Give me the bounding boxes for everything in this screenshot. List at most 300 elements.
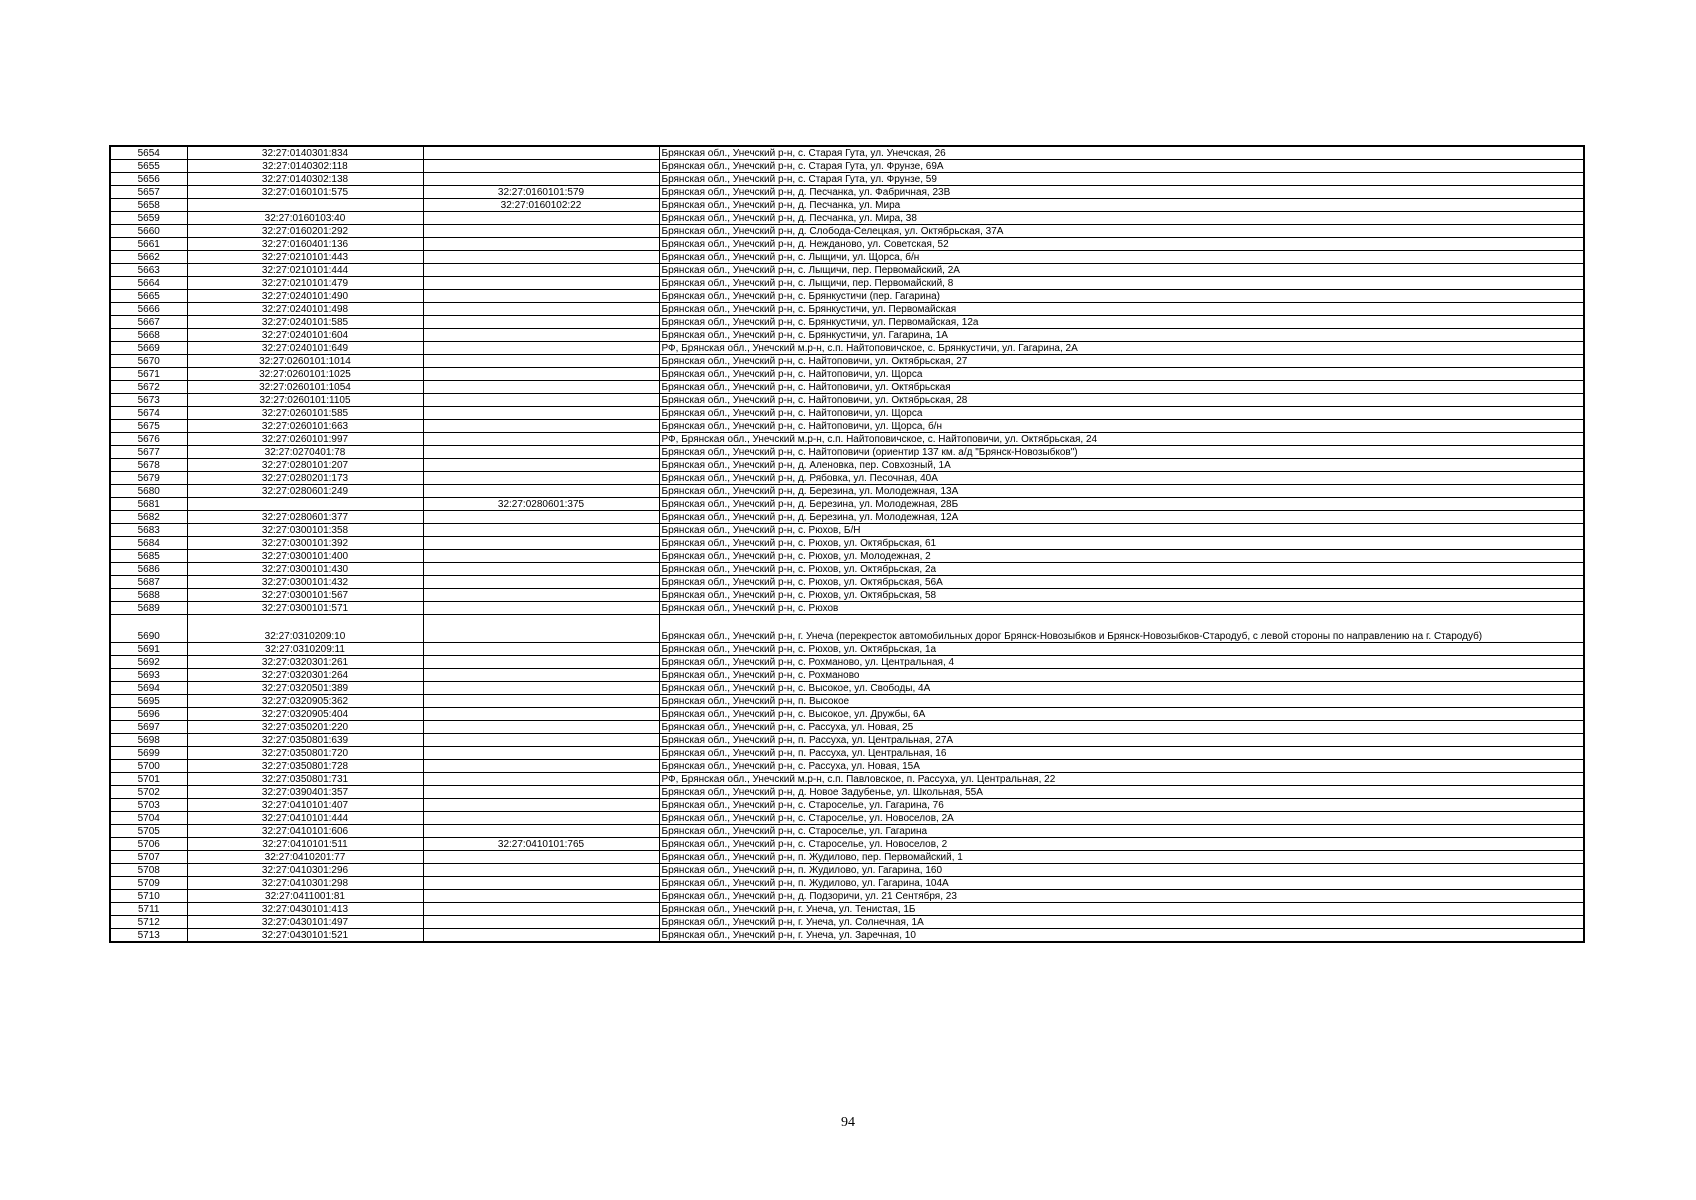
row-number-cell: 5668 — [110, 329, 187, 342]
address-cell: Брянская обл., Унечский р-н, с. Староселье, ул. Гагарина, 76 — [659, 799, 1584, 812]
row-number-cell: 5663 — [110, 264, 187, 277]
cadastral-number-cell: 32:27:0260101:1054 — [187, 381, 423, 394]
page-number: 94 — [841, 1115, 855, 1130]
address-cell: Брянская обл., Унечский р-н, с. Найтоповичи, ул. Октябрьская, 27 — [659, 355, 1584, 368]
secondary-cadastral-number-cell — [423, 472, 659, 485]
cadastral-number-cell: 32:27:0410101:511 — [187, 838, 423, 851]
address-cell: Брянская обл., Унечский р-н, д. Новое Задубенье, ул. Школьная, 55А — [659, 786, 1584, 799]
row-number-cell: 5691 — [110, 643, 187, 656]
row-number-cell: 5706 — [110, 838, 187, 851]
row-number-cell: 5692 — [110, 656, 187, 669]
row-number-cell: 5681 — [110, 498, 187, 511]
table-row — [110, 303, 1584, 316]
cadastral-number-cell: 32:27:0350801:720 — [187, 747, 423, 760]
address-cell: Брянская обл., Унечский р-н, с. Староселье, ул. Новоселов, 2 — [659, 838, 1584, 851]
secondary-cadastral-number-cell — [423, 656, 659, 669]
cadastral-number-cell: 32:27:0210101:443 — [187, 251, 423, 264]
table-row — [110, 825, 1584, 838]
address-cell: Брянская обл., Унечский р-н, п. Рассуха, ул. Центральная, 27А — [659, 734, 1584, 747]
secondary-cadastral-number-cell — [423, 747, 659, 760]
row-number-cell: 5657 — [110, 186, 187, 199]
row-number-cell: 5702 — [110, 786, 187, 799]
cadastral-number-cell: 32:27:0260101:1025 — [187, 368, 423, 381]
secondary-cadastral-number-cell — [423, 929, 659, 943]
row-number-cell: 5693 — [110, 669, 187, 682]
table-row — [110, 838, 1584, 851]
secondary-cadastral-number-cell — [423, 459, 659, 472]
row-number-cell: 5664 — [110, 277, 187, 290]
address-cell: Брянская обл., Унечский р-н, с. Найтоповичи, ул. Щорса — [659, 407, 1584, 420]
secondary-cadastral-number-cell: 32:27:0160101:579 — [423, 186, 659, 199]
table-row — [110, 708, 1584, 721]
cadastral-number-cell: 32:27:0210101:479 — [187, 277, 423, 290]
table-row — [110, 812, 1584, 825]
table-row — [110, 394, 1584, 407]
table-row — [110, 864, 1584, 877]
address-cell: Брянская обл., Унечский р-н, с. Старая Гута, ул. Фрунзе, 69А — [659, 160, 1584, 173]
table-row — [110, 485, 1584, 498]
secondary-cadastral-number-cell — [423, 799, 659, 812]
secondary-cadastral-number-cell — [423, 381, 659, 394]
table-row — [110, 459, 1584, 472]
table-row — [110, 160, 1584, 173]
secondary-cadastral-number-cell — [423, 277, 659, 290]
secondary-cadastral-number-cell — [423, 146, 659, 160]
address-cell: Брянская обл., Унечский р-н, д. Березина, ул. Молодежная, 12А — [659, 511, 1584, 524]
row-number-cell: 5672 — [110, 381, 187, 394]
table-row — [110, 212, 1584, 225]
secondary-cadastral-number-cell — [423, 537, 659, 550]
secondary-cadastral-number-cell — [423, 355, 659, 368]
cadastral-number-cell: 32:27:0300101:392 — [187, 537, 423, 550]
secondary-cadastral-number-cell — [423, 643, 659, 656]
row-number-cell: 5683 — [110, 524, 187, 537]
address-cell: Брянская обл., Унечский р-н, с. Рохманово, ул. Центральная, 4 — [659, 656, 1584, 669]
row-number-cell: 5686 — [110, 563, 187, 576]
secondary-cadastral-number-cell — [423, 316, 659, 329]
row-number-cell: 5660 — [110, 225, 187, 238]
table-row — [110, 238, 1584, 251]
table-row — [110, 916, 1584, 929]
secondary-cadastral-number-cell — [423, 851, 659, 864]
row-number-cell: 5694 — [110, 682, 187, 695]
address-cell: Брянская обл., Унечский р-н, с. Рюхов, ул. Октябрьская, 61 — [659, 537, 1584, 550]
cadastral-number-cell: 32:27:0260101:1105 — [187, 394, 423, 407]
address-cell: Брянская обл., Унечский р-н, д. Рябовка, ул. Песочная, 40А — [659, 472, 1584, 485]
cadastral-number-cell: 32:27:0410201:77 — [187, 851, 423, 864]
cadastral-number-cell: 32:27:0300101:400 — [187, 550, 423, 563]
table-row — [110, 734, 1584, 747]
row-number-cell: 5675 — [110, 420, 187, 433]
row-number-cell: 5674 — [110, 407, 187, 420]
table-row — [110, 799, 1584, 812]
address-cell: Брянская обл., Унечский р-н, д. Нежданово, ул. Советская, 52 — [659, 238, 1584, 251]
address-cell: Брянская обл., Унечский р-н, с. Высокое, ул. Свободы, 4А — [659, 682, 1584, 695]
table-row — [110, 682, 1584, 695]
secondary-cadastral-number-cell — [423, 669, 659, 682]
cadastral-number-cell: 32:27:0260101:585 — [187, 407, 423, 420]
secondary-cadastral-number-cell: 32:27:0280601:375 — [423, 498, 659, 511]
cadastral-number-cell: 32:27:0260101:997 — [187, 433, 423, 446]
cadastral-number-cell: 32:27:0240101:498 — [187, 303, 423, 316]
table-row — [110, 225, 1584, 238]
cadastral-number-cell: 32:27:0140302:138 — [187, 173, 423, 186]
table-row — [110, 498, 1584, 511]
address-cell: Брянская обл., Унечский р-н, с. Рюхов — [659, 602, 1584, 615]
cadastral-number-cell: 32:27:0410101:407 — [187, 799, 423, 812]
address-cell: Брянская обл., Унечский р-н, с. Высокое, ул. Дружбы, 6А — [659, 708, 1584, 721]
cadastral-number-cell: 32:27:0300101:432 — [187, 576, 423, 589]
table-row — [110, 576, 1584, 589]
table-row — [110, 669, 1584, 682]
address-cell: Брянская обл., Унечский р-н, г. Унеча, ул. Тенистая, 1Б — [659, 903, 1584, 916]
row-number-cell: 5656 — [110, 173, 187, 186]
cadastral-number-cell: 32:27:0260101:663 — [187, 420, 423, 433]
row-number-cell: 5673 — [110, 394, 187, 407]
address-cell: Брянская обл., Унечский р-н, с. Рюхов, ул. Октябрьская, 2а — [659, 563, 1584, 576]
address-cell: Брянская обл., Унечский р-н, п. Рассуха, ул. Центральная, 16 — [659, 747, 1584, 760]
cadastral-number-cell: 32:27:0320501:389 — [187, 682, 423, 695]
address-cell: Брянская обл., Унечский р-н, д. Слобода-Селецкая, ул. Октябрьская, 37А — [659, 225, 1584, 238]
secondary-cadastral-number-cell — [423, 212, 659, 225]
secondary-cadastral-number-cell — [423, 812, 659, 825]
table-row — [110, 472, 1584, 485]
row-number-cell: 5684 — [110, 537, 187, 550]
row-number-cell: 5687 — [110, 576, 187, 589]
table-row — [110, 760, 1584, 773]
secondary-cadastral-number-cell — [423, 446, 659, 459]
address-cell: Брянская обл., Унечский р-н, с. Брянкустичи (пер. Гагарина) — [659, 290, 1584, 303]
table-row — [110, 589, 1584, 602]
row-number-cell: 5695 — [110, 695, 187, 708]
cadastral-number-cell: 32:27:0350801:639 — [187, 734, 423, 747]
table-row — [110, 329, 1584, 342]
secondary-cadastral-number-cell — [423, 786, 659, 799]
address-cell: Брянская обл., Унечский р-н, п. Жудилово, ул. Гагарина, 104А — [659, 877, 1584, 890]
row-number-cell: 5682 — [110, 511, 187, 524]
secondary-cadastral-number-cell — [423, 916, 659, 929]
cadastral-number-cell: 32:27:0310209:11 — [187, 643, 423, 656]
secondary-cadastral-number-cell — [423, 485, 659, 498]
cadastral-number-cell — [187, 498, 423, 511]
secondary-cadastral-number-cell — [423, 550, 659, 563]
row-number-cell: 5659 — [110, 212, 187, 225]
cadastral-number-cell — [187, 199, 423, 212]
table-row — [110, 199, 1584, 212]
address-cell: Брянская обл., Унечский р-н, д. Аленовка, пер. Совхозный, 1А — [659, 459, 1584, 472]
table-row — [110, 550, 1584, 563]
table-row — [110, 251, 1584, 264]
secondary-cadastral-number-cell — [423, 589, 659, 602]
secondary-cadastral-number-cell — [423, 563, 659, 576]
cadastral-number-cell: 32:27:0280601:249 — [187, 485, 423, 498]
secondary-cadastral-number-cell — [423, 368, 659, 381]
cadastral-number-cell: 32:27:0410301:298 — [187, 877, 423, 890]
table-row — [110, 695, 1584, 708]
row-number-cell: 5690 — [110, 615, 187, 643]
row-number-cell: 5700 — [110, 760, 187, 773]
table-row — [110, 173, 1584, 186]
address-cell: РФ, Брянская обл., Унечский м.р-н, с.п. Найтоповичское, с. Найтоповичи, ул. Октябрьская, 24 — [659, 433, 1584, 446]
address-cell: Брянская обл., Унечский р-н, г. Унеча, ул. Солнечная, 1А — [659, 916, 1584, 929]
cadastral-number-cell: 32:27:0160201:292 — [187, 225, 423, 238]
cadastral-number-cell: 32:27:0410301:296 — [187, 864, 423, 877]
secondary-cadastral-number-cell — [423, 682, 659, 695]
table-row — [110, 615, 1584, 643]
row-number-cell: 5711 — [110, 903, 187, 916]
table-row — [110, 381, 1584, 394]
row-number-cell: 5680 — [110, 485, 187, 498]
table-row — [110, 643, 1584, 656]
row-number-cell: 5676 — [110, 433, 187, 446]
table-row — [110, 146, 1584, 160]
address-cell: РФ, Брянская обл., Унечский м.р-н, с.п. Павловское, п. Рассуха, ул. Центральная, 22 — [659, 773, 1584, 786]
cadastral-number-cell: 32:27:0320905:404 — [187, 708, 423, 721]
secondary-cadastral-number-cell: 32:27:0160102:22 — [423, 199, 659, 212]
secondary-cadastral-number-cell — [423, 290, 659, 303]
row-number-cell: 5688 — [110, 589, 187, 602]
secondary-cadastral-number-cell — [423, 524, 659, 537]
address-cell: Брянская обл., Унечский р-н, д. Березина, ул. Молодежная, 13А — [659, 485, 1584, 498]
address-cell: Брянская обл., Унечский р-н, г. Унеча (перекресток автомобильных дорог Брянск-Новозыбков и Брянск-Новозыбков-Стародуб, с левой стороны по направлению на г. Стародуб) — [659, 615, 1584, 643]
address-cell: Брянская обл., Унечский р-н, с. Староселье, ул. Гагарина — [659, 825, 1584, 838]
cadastral-number-cell: 32:27:0240101:604 — [187, 329, 423, 342]
address-cell: Брянская обл., Унечский р-н, с. Найтоповичи, ул. Октябрьская — [659, 381, 1584, 394]
secondary-cadastral-number-cell — [423, 576, 659, 589]
cadastral-number-cell: 32:27:0160401:136 — [187, 238, 423, 251]
address-cell: Брянская обл., Унечский р-н, д. Песчанка, ул. Мира, 38 — [659, 212, 1584, 225]
cadastral-number-cell: 32:27:0210101:444 — [187, 264, 423, 277]
table-row — [110, 290, 1584, 303]
table-row — [110, 851, 1584, 864]
cadastral-number-cell: 32:27:0411001:81 — [187, 890, 423, 903]
row-number-cell: 5670 — [110, 355, 187, 368]
row-number-cell: 5710 — [110, 890, 187, 903]
table-row — [110, 903, 1584, 916]
address-cell: Брянская обл., Унечский р-н, с. Старая Гута, ул. Фрунзе, 59 — [659, 173, 1584, 186]
table-row — [110, 890, 1584, 903]
address-cell: Брянская обл., Унечский р-н, с. Рюхов, ул. Октябрьская, 58 — [659, 589, 1584, 602]
address-cell: Брянская обл., Унечский р-н, с. Брянкустичи, ул. Гагарина, 1А — [659, 329, 1584, 342]
table-row — [110, 277, 1584, 290]
table-row — [110, 368, 1584, 381]
address-cell: Брянская обл., Унечский р-н, с. Найтоповичи, ул. Щорса, б/н — [659, 420, 1584, 433]
row-number-cell: 5704 — [110, 812, 187, 825]
secondary-cadastral-number-cell — [423, 342, 659, 355]
row-number-cell: 5689 — [110, 602, 187, 615]
address-cell: Брянская обл., Унечский р-н, д. Березина, ул. Молодежная, 28Б — [659, 498, 1584, 511]
address-cell: Брянская обл., Унечский р-н, с. Рюхов, Б/Н — [659, 524, 1584, 537]
address-cell: Брянская обл., Унечский р-н, с. Лыщичи, пер. Первомайский, 8 — [659, 277, 1584, 290]
address-cell: Брянская обл., Унечский р-н, г. Унеча, ул. Заречная, 10 — [659, 929, 1584, 943]
row-number-cell: 5703 — [110, 799, 187, 812]
row-number-cell: 5654 — [110, 146, 187, 160]
address-cell: Брянская обл., Унечский р-н, с. Рассуха, ул. Новая, 25 — [659, 721, 1584, 734]
cadastral-number-cell: 32:27:0320301:261 — [187, 656, 423, 669]
secondary-cadastral-number-cell — [423, 877, 659, 890]
cadastral-number-cell: 32:27:0310209:10 — [187, 615, 423, 643]
table-row — [110, 355, 1584, 368]
secondary-cadastral-number-cell — [423, 225, 659, 238]
cadastral-number-cell: 32:27:0140302:118 — [187, 160, 423, 173]
row-number-cell: 5699 — [110, 747, 187, 760]
row-number-cell: 5707 — [110, 851, 187, 864]
cadastral-number-cell: 32:27:0300101:358 — [187, 524, 423, 537]
row-number-cell: 5696 — [110, 708, 187, 721]
cadastral-number-cell: 32:27:0260101:1014 — [187, 355, 423, 368]
cadastral-number-cell: 32:27:0240101:649 — [187, 342, 423, 355]
secondary-cadastral-number-cell — [423, 407, 659, 420]
table-row — [110, 563, 1584, 576]
cadastral-number-cell: 32:27:0300101:430 — [187, 563, 423, 576]
address-cell: Брянская обл., Унечский р-н, п. Высокое — [659, 695, 1584, 708]
secondary-cadastral-number-cell — [423, 734, 659, 747]
secondary-cadastral-number-cell — [423, 420, 659, 433]
table-row — [110, 537, 1584, 550]
address-cell: Брянская обл., Унечский р-н, с. Лыщичи, пер. Первомайский, 2А — [659, 264, 1584, 277]
cadastral-number-cell: 32:27:0300101:567 — [187, 589, 423, 602]
row-number-cell: 5655 — [110, 160, 187, 173]
registry-table — [109, 145, 1585, 943]
table-row — [110, 747, 1584, 760]
secondary-cadastral-number-cell — [423, 602, 659, 615]
cadastral-number-cell: 32:27:0160103:40 — [187, 212, 423, 225]
cadastral-number-cell: 32:27:0350801:728 — [187, 760, 423, 773]
table-row — [110, 511, 1584, 524]
secondary-cadastral-number-cell — [423, 394, 659, 407]
row-number-cell: 5678 — [110, 459, 187, 472]
secondary-cadastral-number-cell — [423, 329, 659, 342]
row-number-cell: 5658 — [110, 199, 187, 212]
address-cell: Брянская обл., Унечский р-н, с. Староселье, ул. Новоселов, 2А — [659, 812, 1584, 825]
secondary-cadastral-number-cell — [423, 160, 659, 173]
address-cell: Брянская обл., Унечский р-н, с. Рюхов, ул. Октябрьская, 1а — [659, 643, 1584, 656]
table-row — [110, 407, 1584, 420]
secondary-cadastral-number-cell — [423, 695, 659, 708]
cadastral-number-cell: 32:27:0320301:264 — [187, 669, 423, 682]
cadastral-number-cell: 32:27:0430101:521 — [187, 929, 423, 943]
secondary-cadastral-number-cell — [423, 721, 659, 734]
table-row — [110, 656, 1584, 669]
address-cell: РФ, Брянская обл., Унечский м.р-н, с.п. Найтоповичское, с. Брянкустичи, ул. Гагарина, 2А — [659, 342, 1584, 355]
address-cell: Брянская обл., Унечский р-н, с. Брянкустичи, ул. Первомайская, 12а — [659, 316, 1584, 329]
address-cell: Брянская обл., Унечский р-н, с. Рюхов, ул. Октябрьская, 56А — [659, 576, 1584, 589]
cadastral-number-cell: 32:27:0350801:731 — [187, 773, 423, 786]
cadastral-number-cell: 32:27:0280201:173 — [187, 472, 423, 485]
secondary-cadastral-number-cell — [423, 890, 659, 903]
address-cell: Брянская обл., Унечский р-н, д. Подзоричи, ул. 21 Сентября, 23 — [659, 890, 1584, 903]
row-number-cell: 5697 — [110, 721, 187, 734]
secondary-cadastral-number-cell — [423, 773, 659, 786]
table-row — [110, 420, 1584, 433]
table-row — [110, 929, 1584, 943]
address-cell: Брянская обл., Унечский р-н, п. Жудилово, пер. Первомайский, 1 — [659, 851, 1584, 864]
secondary-cadastral-number-cell — [423, 864, 659, 877]
cadastral-number-cell: 32:27:0320905:362 — [187, 695, 423, 708]
cadastral-number-cell: 32:27:0410101:444 — [187, 812, 423, 825]
address-cell: Брянская обл., Унечский р-н, с. Найтоповичи (ориентир 137 км. а/д "Брянск-Новозыбков") — [659, 446, 1584, 459]
address-cell: Брянская обл., Унечский р-н, с. Лыщичи, ул. Щорса, б/н — [659, 251, 1584, 264]
secondary-cadastral-number-cell — [423, 511, 659, 524]
cadastral-number-cell: 32:27:0300101:571 — [187, 602, 423, 615]
row-number-cell: 5709 — [110, 877, 187, 890]
secondary-cadastral-number-cell — [423, 760, 659, 773]
secondary-cadastral-number-cell — [423, 903, 659, 916]
table-row — [110, 264, 1584, 277]
table-row — [110, 602, 1584, 615]
table-row — [110, 721, 1584, 734]
row-number-cell: 5669 — [110, 342, 187, 355]
address-cell: Брянская обл., Унечский р-н, п. Жудилово, ул. Гагарина, 160 — [659, 864, 1584, 877]
row-number-cell: 5713 — [110, 929, 187, 943]
row-number-cell: 5666 — [110, 303, 187, 316]
row-number-cell: 5661 — [110, 238, 187, 251]
row-number-cell: 5677 — [110, 446, 187, 459]
table-row — [110, 186, 1584, 199]
secondary-cadastral-number-cell — [423, 708, 659, 721]
secondary-cadastral-number-cell — [423, 433, 659, 446]
cadastral-number-cell: 32:27:0410101:606 — [187, 825, 423, 838]
cadastral-number-cell: 32:27:0240101:490 — [187, 290, 423, 303]
cadastral-number-cell: 32:27:0270401:78 — [187, 446, 423, 459]
row-number-cell: 5701 — [110, 773, 187, 786]
table-row — [110, 433, 1584, 446]
registry-table-body — [110, 146, 1584, 942]
cadastral-number-cell: 32:27:0350201:220 — [187, 721, 423, 734]
cadastral-number-cell: 32:27:0140301:834 — [187, 146, 423, 160]
table-row — [110, 524, 1584, 537]
address-cell: Брянская обл., Унечский р-н, с. Найтоповичи, ул. Щорса — [659, 368, 1584, 381]
row-number-cell: 5708 — [110, 864, 187, 877]
address-cell: Брянская обл., Унечский р-н, с. Рассуха, ул. Новая, 15А — [659, 760, 1584, 773]
row-number-cell: 5671 — [110, 368, 187, 381]
secondary-cadastral-number-cell — [423, 615, 659, 643]
secondary-cadastral-number-cell — [423, 251, 659, 264]
address-cell: Брянская обл., Унечский р-н, д. Песчанка, ул. Мира — [659, 199, 1584, 212]
address-cell: Брянская обл., Унечский р-н, с. Рохманово — [659, 669, 1584, 682]
cadastral-number-cell: 32:27:0280101:207 — [187, 459, 423, 472]
secondary-cadastral-number-cell — [423, 825, 659, 838]
cadastral-number-cell: 32:27:0430101:413 — [187, 903, 423, 916]
cadastral-number-cell: 32:27:0280601:377 — [187, 511, 423, 524]
table-row — [110, 342, 1584, 355]
table-row — [110, 877, 1584, 890]
address-cell: Брянская обл., Унечский р-н, с. Рюхов, ул. Молодежная, 2 — [659, 550, 1584, 563]
row-number-cell: 5698 — [110, 734, 187, 747]
table-row — [110, 316, 1584, 329]
secondary-cadastral-number-cell — [423, 303, 659, 316]
secondary-cadastral-number-cell — [423, 173, 659, 186]
table-row — [110, 773, 1584, 786]
row-number-cell: 5685 — [110, 550, 187, 563]
row-number-cell: 5665 — [110, 290, 187, 303]
row-number-cell: 5705 — [110, 825, 187, 838]
cadastral-number-cell: 32:27:0430101:497 — [187, 916, 423, 929]
address-cell: Брянская обл., Унечский р-н, с. Старая Гута, ул. Унечская, 26 — [659, 146, 1584, 160]
cadastral-number-cell: 32:27:0160101:575 — [187, 186, 423, 199]
table-row — [110, 446, 1584, 459]
address-cell: Брянская обл., Унечский р-н, с. Брянкустичи, ул. Первомайская — [659, 303, 1584, 316]
cadastral-number-cell: 32:27:0240101:585 — [187, 316, 423, 329]
table-row — [110, 786, 1584, 799]
row-number-cell: 5712 — [110, 916, 187, 929]
cadastral-number-cell: 32:27:0390401:357 — [187, 786, 423, 799]
row-number-cell: 5662 — [110, 251, 187, 264]
address-cell: Брянская обл., Унечский р-н, д. Песчанка, ул. Фабричная, 23В — [659, 186, 1584, 199]
row-number-cell: 5679 — [110, 472, 187, 485]
secondary-cadastral-number-cell — [423, 238, 659, 251]
row-number-cell: 5667 — [110, 316, 187, 329]
